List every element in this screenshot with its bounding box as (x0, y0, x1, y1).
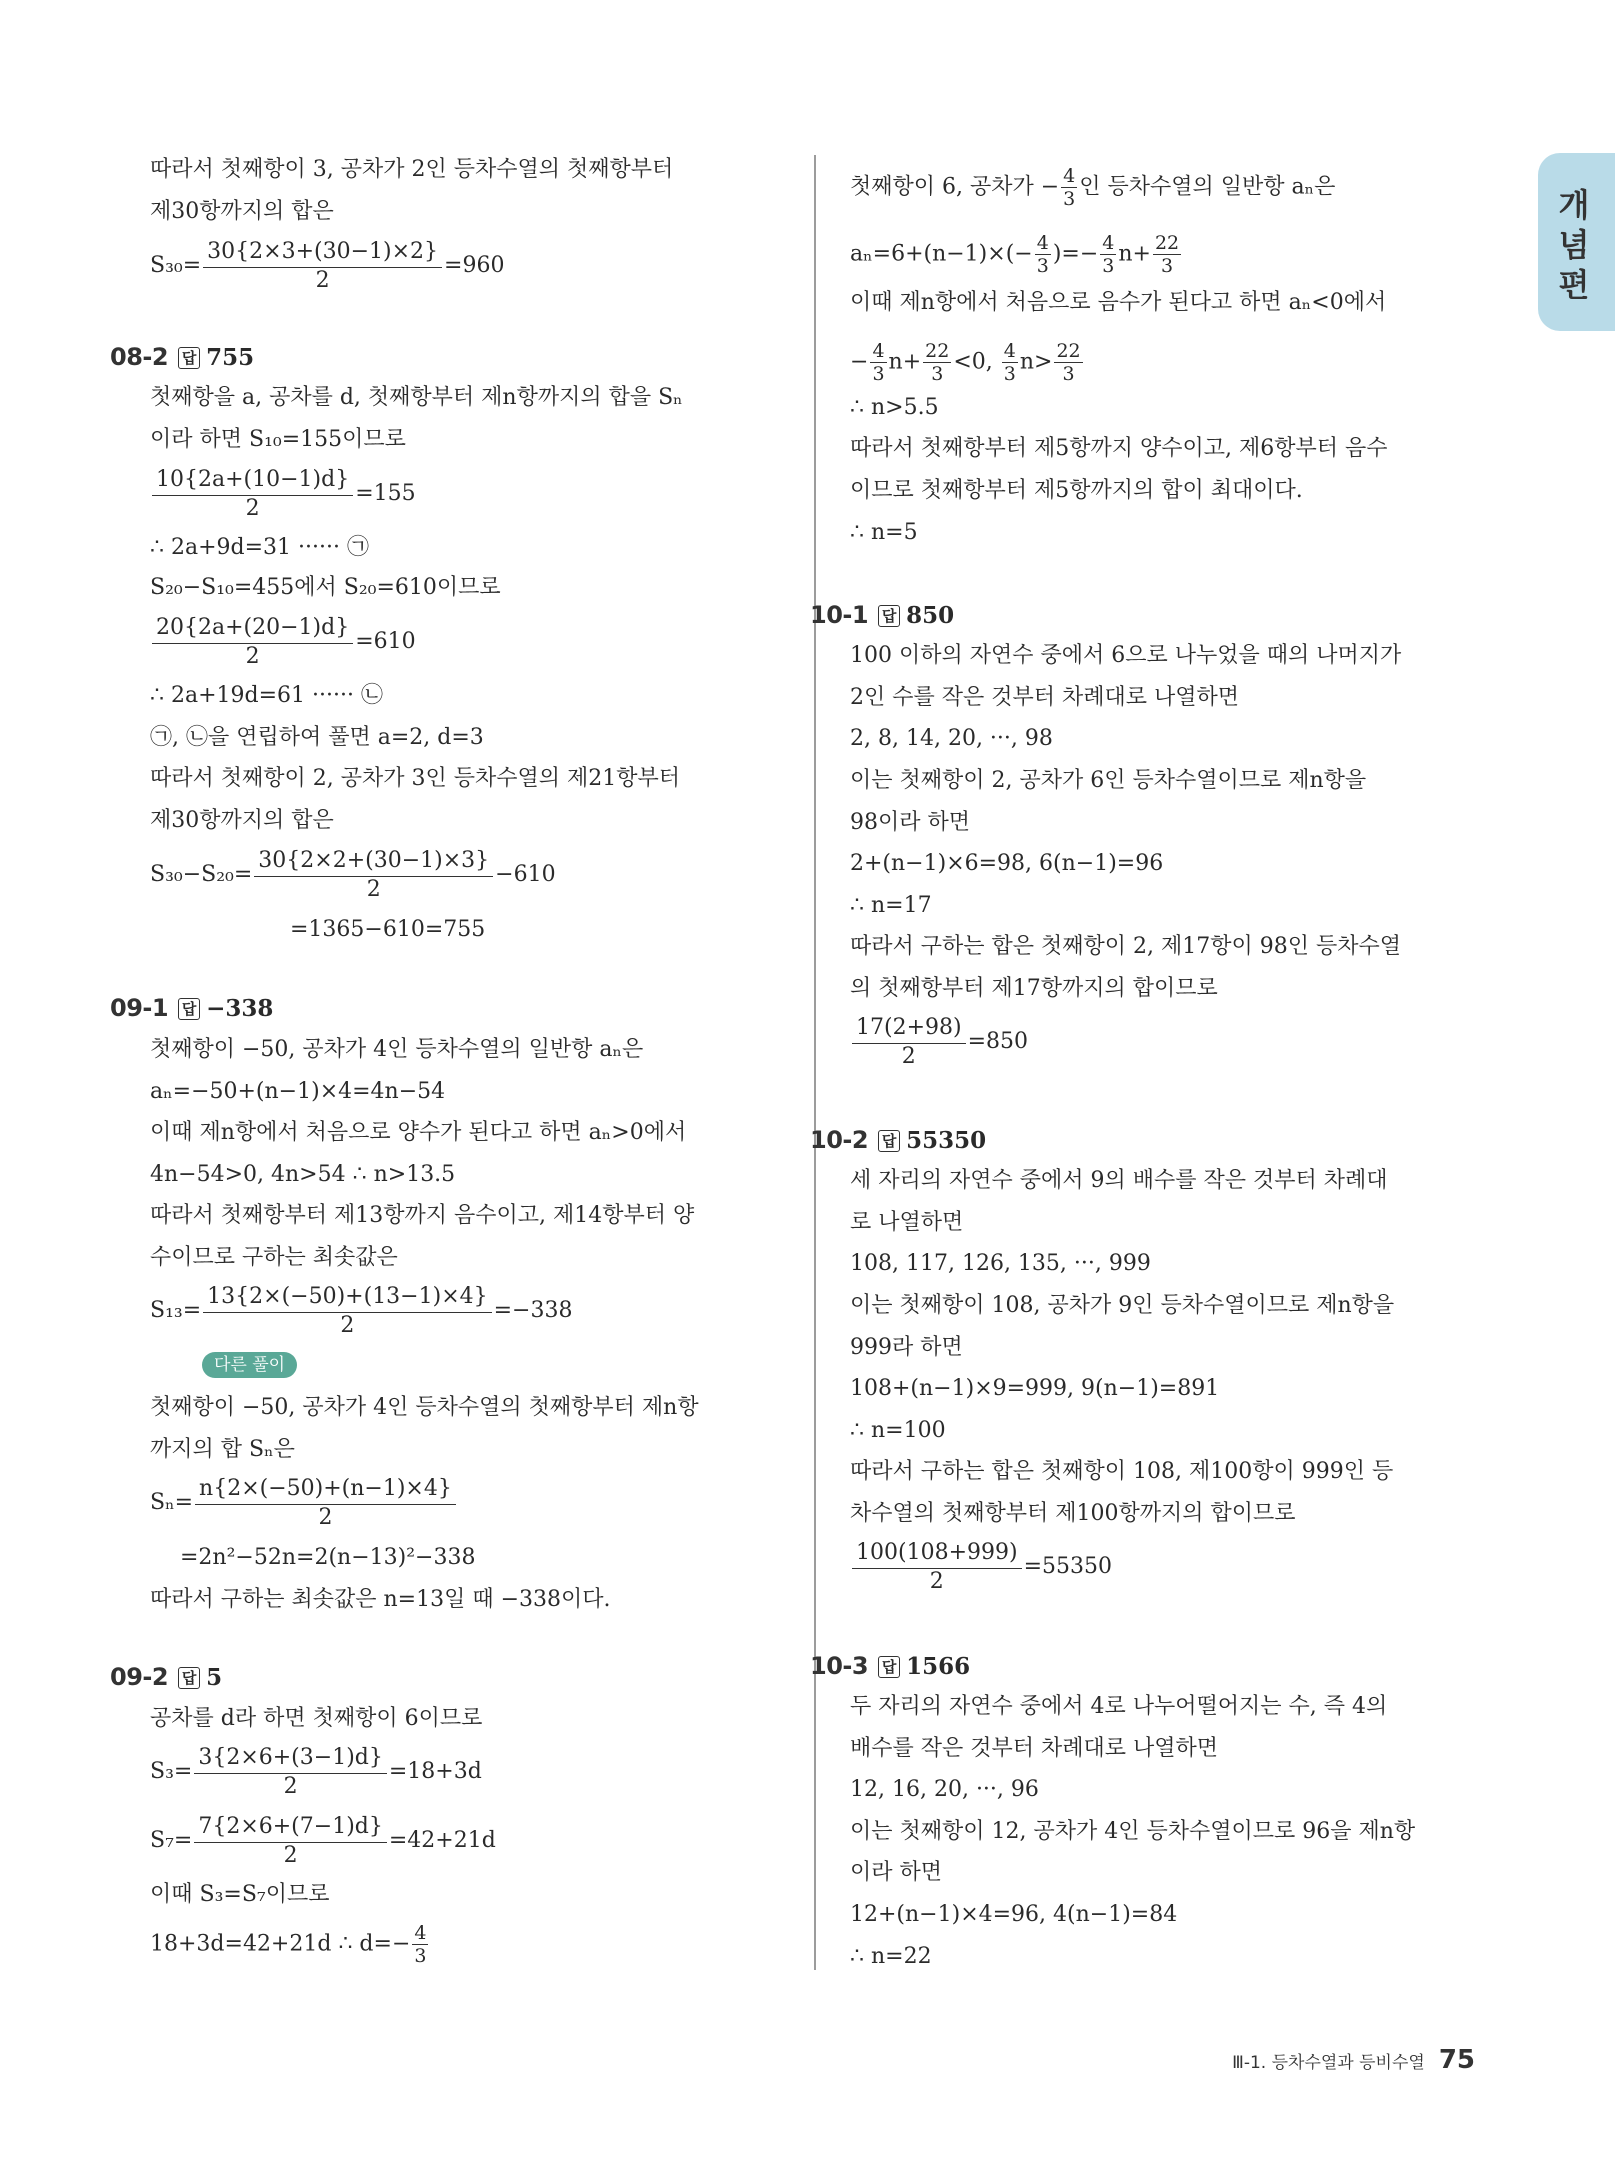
text-line: 까지의 합 Sₙ은 (150, 1437, 295, 1462)
text-line: 따라서 첫째항부터 제13항까지 음수이고, 제14항부터 양 (150, 1203, 695, 1228)
text-line: 두 자리의 자연수 중에서 4로 나누어떨어지는 수, 즉 4의 (850, 1694, 1388, 1719)
text-line: 첫째항이 −50, 공차가 4인 등차수열의 일반항 aₙ은 (150, 1037, 644, 1062)
text-line: 로 나열하면 (850, 1210, 964, 1235)
text-line: 이는 첫째항이 108, 공차가 9인 등차수열이므로 제n항을 (850, 1293, 1395, 1318)
fraction-formula: S₃₀−S₂₀= $\frac{30\{2\times 2+(30-1)\times 3\}}{2}$ −610 (150, 848, 556, 902)
answer-icon: 답 (878, 1656, 900, 1678)
text-line: 제30항까지의 합은 (150, 199, 334, 224)
alternative-solution-badge: 다른 풀이 (202, 1352, 297, 1378)
page-footer (1232, 2045, 1475, 2075)
text-line: 따라서 첫째항이 3, 공차가 2인 등차수열의 첫째항부터 (150, 157, 674, 182)
problem-header-09-2: 09-2 답 5 (110, 1663, 223, 1691)
text-line: 의 첫째항부터 제17항까지의 합이므로 (850, 976, 1218, 1001)
text-line: 첫째항이 −50, 공차가 4인 등차수열의 첫째항부터 제n항 (150, 1395, 699, 1420)
text-line: 98이라 하면 (850, 810, 970, 835)
fraction-formula: S₇= $\frac{7\{2\times 6+(7-1)d\}}{2}$ =42+21d (150, 1814, 496, 1868)
text-line: 이므로 첫째항부터 제5항까지의 합이 최대이다. (850, 478, 1303, 503)
answer-icon: 답 (178, 998, 200, 1020)
text-line: 2, 8, 14, 20, ···, 98 (850, 726, 1053, 751)
text-line: aₙ=6+(n−1)×(− $\frac{4}{3}$ )=− $\frac{4}{3}$ n+ $\frac{22}{3}$ (850, 232, 1180, 277)
fraction-formula: Sₙ= $\frac{n\{2\times(-50)+(n-1)\times 4\}}{2}$ (150, 1474, 458, 1531)
text-line: 첫째항을 a, 공차를 d, 첫째항부터 제n항까지의 합을 Sₙ (150, 385, 683, 410)
text-line: S₂₀−S₁₀=455에서 S₂₀=610이므로 (150, 575, 501, 600)
fraction-formula: S₃₀= $\frac{30\{2\times 3+(30-1)\times 2\}}{2}$ =960 (150, 239, 505, 293)
text-line: 이때 제n항에서 처음으로 음수가 된다고 하면 aₙ<0에서 (850, 290, 1387, 315)
page-number: 75 (1438, 2045, 1475, 2075)
text-line: ∴ n=5 (850, 520, 918, 545)
problem-header-10-2: 10-2 답 55350 (810, 1126, 987, 1154)
text-line: 차수열의 첫째항부터 제100항까지의 합이므로 (850, 1501, 1296, 1526)
text-line: 따라서 첫째항부터 제5항까지 양수이고, 제6항부터 음수 (850, 436, 1388, 461)
text-line: 108, 117, 126, 135, ···, 999 (850, 1251, 1151, 1276)
text-line: ∴ n=17 (850, 893, 932, 918)
text-line: 첫째항이 6, 공차가 − $\frac{4}{3}$ 인 등차수열의 일반항 aₙ은 (850, 165, 1336, 210)
text-line: 이라 하면 (850, 1860, 943, 1885)
text-line: =2n²−52n=2(n−13)²−338 (180, 1545, 476, 1570)
text-line: 따라서 구하는 합은 첫째항이 2, 제17항이 98인 등차수열 (850, 934, 1401, 959)
text-line: 따라서 첫째항이 2, 공차가 3인 등차수열의 제21항부터 (150, 766, 680, 791)
text-line: 이때 제n항에서 처음으로 양수가 된다고 하면 aₙ>0에서 (150, 1120, 687, 1145)
section-tab (1538, 153, 1615, 331)
text-line: − $\frac{4}{3}$ n+ $\frac{22}{3}$ <0, $\frac{4}{3}$ n> $\frac{22}{3}$ (850, 340, 1081, 385)
text-line: 배수를 작은 것부터 차례대로 나열하면 (850, 1736, 1219, 1761)
text-line: 2인 수를 작은 것부터 차례대로 나열하면 (850, 685, 1239, 710)
fraction-formula: $\frac{10\{2a+(10-1)d\}}{2}$ =155 (150, 465, 416, 522)
text-line: 이라 하면 S₁₀=155이므로 (150, 427, 406, 452)
column-divider (814, 155, 816, 1970)
text-line: 999라 하면 (850, 1335, 963, 1360)
text-line: 수이므로 구하는 최솟값은 (150, 1245, 398, 1270)
text-line: 18+3d=42+21d ∴ d=− $\frac{4}{3}$ (150, 1922, 427, 1967)
text-line: 이는 첫째항이 2, 공차가 6인 등차수열이므로 제n항을 (850, 768, 1367, 793)
problem-header-10-3: 10-3 답 1566 (810, 1652, 971, 1680)
fraction-formula: S₃= $\frac{3\{2\times 6+(3-1)d\}}{2}$ =18+3d (150, 1745, 482, 1799)
text-line: 100 이하의 자연수 중에서 6으로 나누었을 때의 나머지가 (850, 643, 1402, 668)
text-line: =1365−610=755 (290, 917, 486, 942)
text-line: 따라서 구하는 합은 첫째항이 108, 제100항이 999인 등 (850, 1459, 1394, 1484)
text-line: 공차를 d라 하면 첫째항이 6이므로 (150, 1706, 483, 1731)
text-line: ∴ n>5.5 (850, 395, 939, 420)
text-line: 이때 S₃=S₇이므로 (150, 1882, 330, 1907)
text-line: 4n−54>0, 4n>54 ∴ n>13.5 (150, 1162, 456, 1187)
answer-icon: 답 (178, 1667, 200, 1689)
text-line: ∴ n=22 (850, 1944, 932, 1969)
text-line: 따라서 구하는 최솟값은 n=13일 때 −338이다. (150, 1587, 611, 1612)
fraction-formula: $\frac{20\{2a+(20-1)d\}}{2}$ =610 (150, 613, 416, 670)
text-line: 제30항까지의 합은 (150, 808, 334, 833)
text-line: 12, 16, 20, ···, 96 (850, 1777, 1039, 1802)
text-line: ∴ n=100 (850, 1418, 946, 1443)
chapter-title: Ⅲ-1. 등차수열과 등비수열 (1232, 2053, 1425, 2073)
text-line: 12+(n−1)×4=96, 4(n−1)=84 (850, 1902, 1178, 1927)
fraction-formula: $\frac{100(108+999)}{2}$ =55350 (850, 1538, 1112, 1595)
text-line: 이는 첫째항이 12, 공차가 4인 등차수열이므로 96을 제n항 (850, 1819, 1416, 1844)
problem-header-08-2: 08-2 답 755 (110, 343, 255, 371)
text-line: ∴ 2a+9d=31 ······ ㉠ (150, 535, 369, 560)
answer-icon: 답 (178, 347, 200, 369)
text-line: 108+(n−1)×9=999, 9(n−1)=891 (850, 1376, 1220, 1401)
fraction-formula: S₁₃= $\frac{13\{2\times(-50)+(13-1)\times 4\}}{2}$ =−338 (150, 1284, 573, 1338)
section-tab-label: 개념편 (1558, 186, 1590, 304)
text-line: ㉠, ㉡을 연립하여 풀면 a=2, d=3 (150, 725, 484, 750)
problem-header-09-1: 09-1 답 −338 (110, 994, 274, 1022)
answer-icon: 답 (878, 605, 900, 627)
problem-header-10-1: 10-1 답 850 (810, 601, 955, 629)
text-line: 2+(n−1)×6=98, 6(n−1)=96 (850, 851, 1164, 876)
text-line: aₙ=−50+(n−1)×4=4n−54 (150, 1079, 446, 1104)
text-line: 세 자리의 자연수 중에서 9의 배수를 작은 것부터 차례대 (850, 1168, 1388, 1193)
text-line: ∴ 2a+19d=61 ······ ㉡ (150, 683, 383, 708)
fraction-formula: $\frac{17(2+98)}{2}$ =850 (850, 1013, 1028, 1070)
answer-icon: 답 (878, 1130, 900, 1152)
